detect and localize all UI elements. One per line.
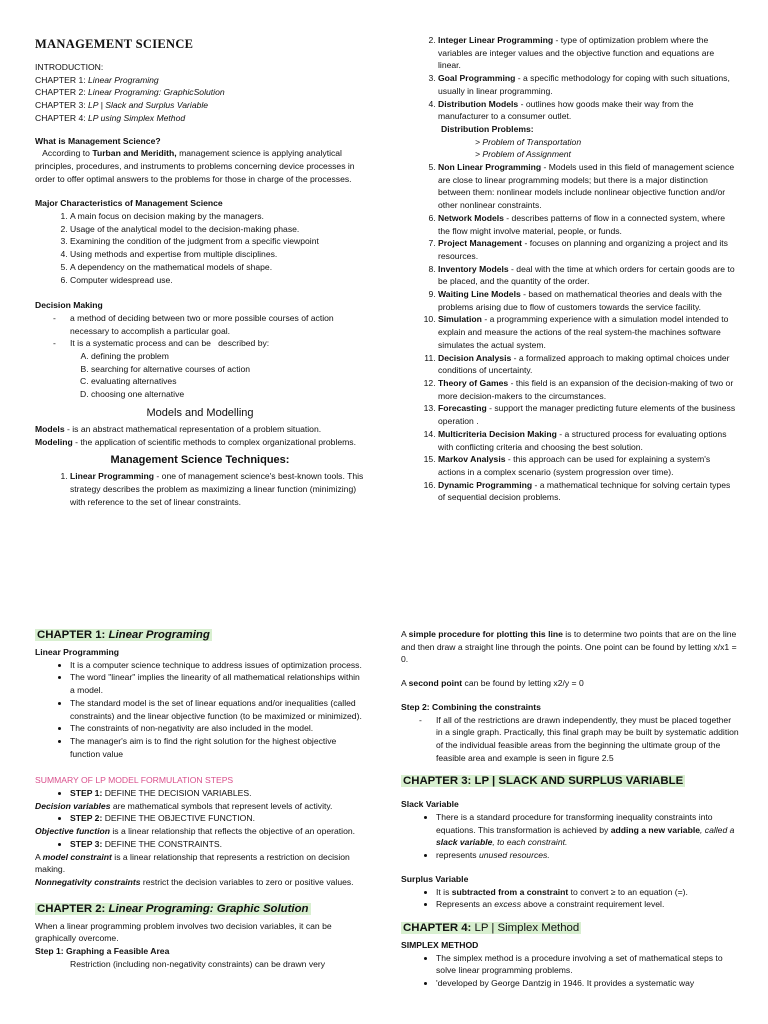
- list-item: 14. Multicriteria Decision Making - a structured process for evaluating options with conflicting criteria and choosing the best solution.: [438, 428, 738, 453]
- chapter-3-heading: CHAPTER 3: LP | SLACK AND SURPLUS VARIABLE: [403, 775, 684, 788]
- list-item: 8. Inventory Models - deal with the time at which orders for certain goods are to be placed, and the quantity of the order.: [438, 263, 738, 288]
- list-item: 2. Integer Linear Programming - type of optimization problem where the variables are integer values and the objective function and equations are linear.: [438, 34, 738, 72]
- simplex-list: [401, 952, 739, 990]
- step-1-graphing: Step 1: Graphing a Feasible Area: [35, 946, 170, 957]
- list-item: 15. Markov Analysis - this approach can be used for explaining a system's actions in a complex scenario (system progression over time).: [438, 453, 738, 478]
- list-item: 12. Theory of Games - this field is an expansion of the decision-making of two or more decision-makers to the circumstances.: [438, 377, 738, 402]
- list-item: - If all of the restrictions are drawn independently, they must be placed together in a single graph. Practically, this final graph may be built by systematic addition of the individual feasible areas from the beginning the ultimate group of the feasible area and example is seen in figure 2.5: [436, 714, 739, 765]
- objective-function-def: Objective function is a linear relationship that reflects the objective of an operation.: [35, 826, 356, 837]
- top-right-column: [403, 34, 738, 504]
- lp-heading: Linear Programming: [35, 647, 120, 657]
- what-is-paragraph: According to Turban and Meridith, management science is applying analytical principles, procedures, and instruments to problems concerning device processes in order to offer optimal answers to the problems for those in charge of the processes.: [35, 148, 357, 184]
- chapter-line-2: CHAPTER 2: Linear Programing: GraphicSolution: [35, 87, 225, 98]
- list-item: • It is a computer science technique to address issues of optimization process.: [70, 659, 365, 672]
- list-item: 5. Non Linear Programming - Models used in this field of management science are close to linear programming models; but there is a major distinction between them: nonlinear models include nonlinear objective function and/or other nonlinear constraints.: [438, 161, 738, 212]
- list-item: 3. Examining the condition of the judgment from a specific viewpoint: [70, 235, 365, 248]
- list-item: • The constraints of non-negativity are also included in the model.: [70, 722, 365, 735]
- list-item: • The manager's aim is to find the right solution for the highest objective function value: [70, 735, 365, 760]
- distribution-item: > Problem of Assignment: [475, 149, 571, 160]
- decision-variables-def: Decision variables are mathematical symbols that represent levels of activity.: [35, 800, 333, 811]
- distribution-label: Distribution Problems:: [441, 123, 534, 134]
- chapter-line-1: CHAPTER 1: Linear Programing: [35, 74, 159, 85]
- step-2-heading: Step 2: Combining the constraints: [401, 701, 541, 712]
- chapter-line-3: CHAPTER 3: LP | Slack and Surplus Variable: [35, 100, 209, 111]
- list-item: 1. A main focus on decision making by the managers.: [70, 210, 365, 223]
- summary-heading: SUMMARY OF LP MODEL FORMULATION STEPS: [35, 775, 234, 786]
- step-2-list: [401, 714, 739, 765]
- models-definition: Models - is an abstract mathematical representation of a problem situation.: [35, 423, 322, 434]
- chapter-line-4: CHAPTER 4: LP using Simplex Method: [35, 112, 186, 123]
- step-3: • STEP 3: DEFINE THE CONSTRAINTS.: [35, 838, 365, 851]
- list-item: 13. Forecasting - support the manager predicting future elements of the business operation .: [438, 402, 738, 427]
- list-item: 9. Waiting Line Models - based on mathematical theories and deals with the problems arising due to flow of customers towards the service facility.: [438, 288, 738, 313]
- major-list: [35, 210, 365, 286]
- list-item: • represents unused resources.: [436, 849, 739, 862]
- list-item: 10. Simulation - a programming experience with a simulation model intended to explain and measure the actions of the real system-the machines software simulates the actual system.: [438, 313, 738, 351]
- list-item: • It is subtracted from a constraint to convert ≥ to an equation (=).: [436, 886, 739, 899]
- techniques-list: [35, 470, 365, 508]
- decision-heading: Decision Making: [35, 300, 103, 311]
- surplus-list: [401, 886, 739, 911]
- what-is-heading: What is Management Science?: [35, 135, 161, 146]
- list-item: • The simplex method is a procedure involving a set of mathematical steps to solve linear programming problems.: [436, 952, 739, 977]
- chapter-1-heading: CHAPTER 1: Linear Programing: [37, 629, 210, 641]
- simplex-heading: SIMPLEX METHOD: [401, 939, 479, 950]
- list-item: 5. A dependency on the mathematical models of shape.: [70, 261, 365, 274]
- major-heading: Major Characteristics of Management Science: [35, 198, 223, 209]
- second-point-paragraph: A second point can be found by letting x2/y = 0: [401, 678, 584, 689]
- list-item: • The standard model is the set of linear equations and/or inequalities (called constraints) and the linear objective function (to be maximized or minimized).: [70, 697, 365, 722]
- list-item: 3. Goal Programming - a specific methodology for coping with such situations, usually in linear programming.: [438, 72, 738, 97]
- step-1-body: Restriction (including non-negativity constraints) can be drawn very: [70, 958, 326, 969]
- list-item: - It is a systematic process and can be described by:: [70, 337, 365, 350]
- slack-heading: Slack Variable: [401, 799, 459, 810]
- list-item: 2. Usage of the analytical model to the decision-making phase.: [70, 223, 365, 236]
- list-item: • There is a standard procedure for transforming inequality constraints into equations. This transformation is achieved by adding a new variable, called a slack variable, to each constraint.: [436, 811, 739, 849]
- list-item: 4. Using methods and expertise from multiple disciplines.: [70, 248, 365, 261]
- list-item: • Represents an excess above a constraint requirement level.: [436, 898, 739, 911]
- list-item: 7. Project Management - focuses on planning and organizing a project and its resources.: [438, 237, 738, 262]
- techniques-list-continued-2: [403, 161, 738, 504]
- plot-procedure-paragraph: A simple procedure for plotting this line is to determine two points that are on the line and then draw a straight line through the points. One point can be found by letting x/x1 = 0.: [401, 629, 737, 665]
- list-item: • The word "linear" implies the linearity of all mathematical relationships within a model.: [70, 671, 365, 696]
- list-item: 11. Decision Analysis - a formalized approach to making optimal choices under conditions of uncertainty.: [438, 352, 738, 377]
- top-left-column: [35, 36, 365, 508]
- slack-list: [401, 811, 739, 862]
- list-item: A. defining the problem: [91, 350, 365, 363]
- models-heading: Models and Modelling: [146, 406, 254, 419]
- decision-list: [35, 312, 365, 350]
- step-1: • STEP 1: DEFINE THE DECISION VARIABLES.: [35, 787, 365, 800]
- list-item: - a method of deciding between two or more possible courses of action necessary to accomplish a particular goal.: [70, 312, 365, 337]
- list-item: 16. Dynamic Programming - a mathematical technique for solving certain types of sequential decision problems.: [438, 479, 738, 504]
- bottom-left-column: [35, 628, 365, 970]
- techniques-list-continued: [403, 34, 738, 123]
- document-title: MANAGEMENT SCIENCE: [35, 37, 194, 51]
- model-constraint-def: A model constraint is a linear relationship that represents a restriction on decision making.: [35, 851, 350, 875]
- list-item: D. choosing one alternative: [91, 388, 365, 401]
- list-item: C. evaluating alternatives: [91, 375, 365, 388]
- chapter-2-text: When a linear programming problem involves two decision variables, it can be graphically overcome.: [35, 920, 332, 944]
- list-item: 4. Distribution Models - outlines how goods make their way from the manufacturer to a consumer outlet.: [438, 98, 738, 123]
- step-2: • STEP 2: DEFINE THE OBJECTIVE FUNCTION.: [35, 812, 365, 825]
- list-item: 6. Computer widespread use.: [70, 274, 365, 287]
- chapter-2-heading: CHAPTER 2: Linear Programing: Graphic Solution: [37, 902, 309, 915]
- techniques-heading: Management Science Techniques:: [110, 454, 290, 467]
- nonnegativity-def: Nonnegativity constraints restrict the decision variables to zero or positive values.: [35, 876, 354, 887]
- distribution-item: > Problem of Transportation: [475, 136, 582, 147]
- decision-steps: [35, 350, 365, 401]
- modeling-definition: Modeling - the application of scientific methods to complex organizational problems.: [35, 436, 356, 447]
- list-item: 6. Network Models - describes patterns of flow in a connected system, where the flow might involve material, people, or funds.: [438, 212, 738, 237]
- list-item: • 'developed by George Dantzig in 1946. It provides a systematic way: [436, 977, 739, 990]
- list-item: B. searching for alternative courses of action: [91, 363, 365, 376]
- bottom-right-column: [401, 628, 739, 990]
- list-item: 1. Linear Programming - one of management science's best-known tools. This strategy describes the problem as maximizing a linear function (minimizing) with reference to the set of linear constraints.: [70, 470, 365, 508]
- surplus-heading: Surplus Variable: [401, 873, 469, 884]
- lp-bullets: [35, 659, 365, 761]
- intro-label: INTRODUCTION:: [35, 62, 104, 72]
- chapter-4-heading: CHAPTER 4: LP | Simplex Method: [403, 921, 580, 934]
